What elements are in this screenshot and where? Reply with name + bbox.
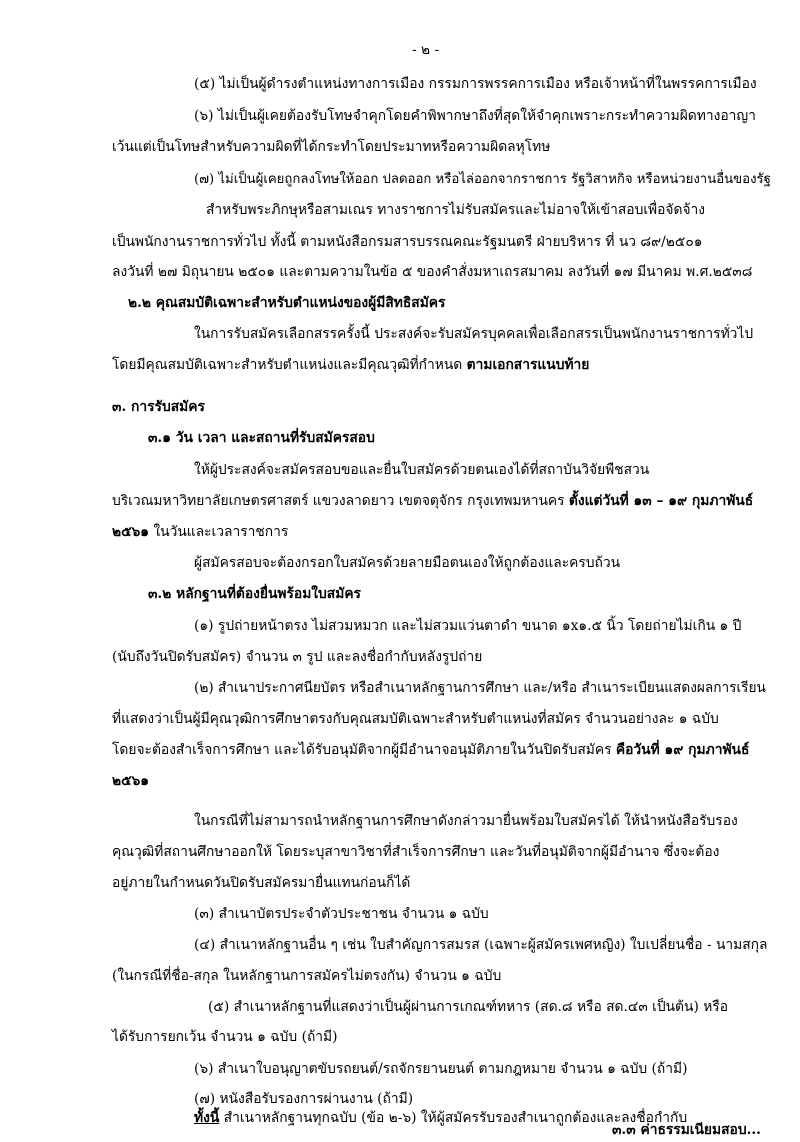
continuation-heading: ๓.๓ ค่าธรรมเนียมสอบ... (612, 1122, 761, 1138)
text-line: (๒) สำเนาประกาศนียบัตร หรือสำเนาหลักฐานการศึกษา และ/หรือ สำเนาระเบียนแสดงผลการเรียน (194, 680, 766, 696)
text-line: เว้นแต่เป็นโทษสำหรับความผิดที่ได้กระทำโดยประมาทหรือความผิดลหุโทษ (112, 139, 551, 155)
text-line: คุณวุฒิที่สถานศึกษาออกให้ โดยระบุสาขาวิชาที่สำเร็จการศึกษา และวันที่อนุมัติจากผู้มีอำนาจ ซึ่งจะต้อง (112, 844, 720, 860)
text-line: (๔) สำเนาหลักฐานอื่น ๆ เช่น ใบสำคัญการสมรส (เฉพาะผู้สมัครเพศหญิง) ใบเปลี่ยนชื่อ - นามสกุล (194, 937, 768, 953)
subsection-heading: ๓.๒ หลักฐานที่ต้องยื่นพร้อมใบสมัคร (148, 586, 361, 602)
text-line: ลงวันที่ ๒๗ มิถุนายน ๒๕๐๑ และตามความในข้อ ๕ ของคำสั่งมหาเถรสมาคม ลงวันที่ ๑๗ มีนาคม พ.ศ.๒๕๓๘ (112, 264, 753, 280)
text-line: (๖) สำเนาใบอนุญาตขับรถยนต์/รถจักรยานยนต์ ตามกฎหมาย จำนวน ๑ ฉบับ (ถ้ามี) (194, 1061, 688, 1077)
text-line: โดยมีคุณสมบัติเฉพาะสำหรับตำแหน่งและมีคุณวุฒิที่กำหนด ตามเอกสารแนบท้าย (112, 357, 590, 373)
text-line: ๒๕๖๑ ในวันและเวลาราชการ (112, 524, 289, 540)
bold-text: ๒๕๖๑ (112, 524, 150, 540)
text-line: ในกรณีที่ไม่สามารถนำหลักฐานการศึกษาดังกล่าวมายื่นพร้อมใบสมัครได้ ให้นำหนังสือรับรอง (194, 813, 738, 829)
text-line: โดยจะต้องสำเร็จการศึกษา และได้รับอนุมัติจากผู้มีอำนาจอนุมัติภายในวันปิดรับสมัคร คือวันที่ ๑๙ กุมภาพันธ์ (112, 742, 750, 758)
text-line: (นับถึงวันปิดรับสมัคร) จำนวน ๓ รูป และลงชื่อกำกับหลังรูปถ่าย (112, 649, 483, 665)
bold-text: ๒๕๖๑ (112, 773, 150, 789)
text-line: (ในกรณีที่ชื่อ-สกุล ในหลักฐานการสมัครไม่ตรงกัน) จำนวน ๑ ฉบับ (112, 968, 502, 984)
page-number: - ๒ - (412, 42, 440, 58)
text-line: (๖) ไม่เป็นผู้เคยต้องรับโทษจำคุกโดยคำพิพากษาถึงที่สุดให้จำคุกเพราะกระทำความผิดทางอาญา (194, 108, 756, 124)
text-line: อยู่ภายในกำหนดวันปิดรับสมัครมายื่นแทนก่อนก็ได้ (112, 875, 411, 891)
text-line: ให้ผู้ประสงค์จะสมัครสอบขอและยื่นใบสมัครด้วยตนเองได้ที่สถาบันวิจัยพืชสวน (194, 462, 650, 478)
text-line: ได้รับการยกเว้น จำนวน ๑ ฉบับ (ถ้ามี) (112, 1029, 338, 1045)
text-line: (๗) ไม่เป็นผู้เคยถูกลงโทษให้ออก ปลดออก หรือไล่ออกจากราชการ รัฐวิสาหกิจ หรือหน่วยงานอื่นของรัฐ (194, 172, 771, 187)
underlined-bold-text: ทั้งนี้ (194, 1110, 220, 1126)
bold-text: ตามเอกสารแนบท้าย (466, 357, 590, 373)
text-line: ในการรับสมัครเลือกสรรครั้งนี้ ประสงค์จะรับสมัครบุคคลเพื่อเลือกสรรเป็นพนักงานราชการทั่วไป (194, 326, 754, 342)
text-line: (๗) หนังสือรับรองการผ่านงาน (ถ้ามี) (194, 1091, 414, 1107)
subsection-heading: ๓.๑ วัน เวลา และสถานที่รับสมัครสอบ (148, 430, 375, 446)
section-heading: ๒.๒ คุณสมบัติเฉพาะสำหรับตำแหน่งของผู้มีสิทธิสมัคร (128, 295, 446, 311)
text-line: ทั้งนี้ สำเนาหลักฐานทุกฉบับ (ข้อ ๒-๖) ให้ผู้สมัครรับรองสำเนาถูกต้องและลงชื่อกำกับ (194, 1110, 688, 1126)
text-line: เป็นพนักงานราชการทั่วไป ทั้งนี้ ตามหนังสือกรมสารบรรณคณะรัฐมนตรี ฝ่ายบริหาร ที่ นว ๘๙/๒๕๐๑ (112, 234, 703, 250)
text-line: (๕) สำเนาหลักฐานที่แสดงว่าเป็นผู้ผ่านการเกณฑ์ทหาร (สด.๘ หรือ สด.๔๓ เป็นต้น) หรือ (208, 999, 729, 1015)
text-line: (๓) สำเนาบัตรประจำตัวประชาชน จำนวน ๑ ฉบับ (194, 906, 489, 922)
bold-text: ตั้งแต่วันที่ ๑๓ – ๑๙ กุมภาพันธ์ (568, 493, 754, 509)
text-line: ที่แสดงว่าเป็นผู้มีคุณวุฒิการศึกษาตรงกับคุณสมบัติเฉพาะสำหรับตำแหน่งที่สมัคร จำนวนอย่างละ ๑ ฉบับ (112, 711, 719, 727)
text-line: สำหรับพระภิกษุหรือสามเณร ทางราชการไม่รับสมัครและไม่อาจให้เข้าสอบเพื่อจัดจ้าง (206, 202, 706, 218)
text-line: (๕) ไม่เป็นผู้ดำรงตำแหน่งทางการเมือง กรรมการพรรคการเมือง หรือเจ้าหน้าที่ในพรรคการเมือง (194, 76, 757, 92)
section-heading: ๓. การรับสมัคร (112, 399, 205, 415)
text-line: ผู้สมัครสอบจะต้องกรอกใบสมัครด้วยลายมือตนเองให้ถูกต้องและครบถ้วน (194, 555, 621, 571)
bold-text: คือวันที่ ๑๙ กุมภาพันธ์ (615, 742, 750, 758)
text-line: (๑) รูปถ่ายหน้าตรง ไม่สวมหมวก และไม่สวมแว่นตาดำ ขนาด ๑x๑.๕ นิ้ว โดยถ่ายไม่เกิน ๑ ปี (194, 618, 742, 634)
text-line: บริเวณมหาวิทยาลัยเกษตรศาสตร์ แขวงลาดยาว เขตจตุจักร กรุงเทพมหานคร ตั้งแต่วันที่ ๑๓ – ๑๙ กุมภาพันธ์ (112, 493, 754, 509)
